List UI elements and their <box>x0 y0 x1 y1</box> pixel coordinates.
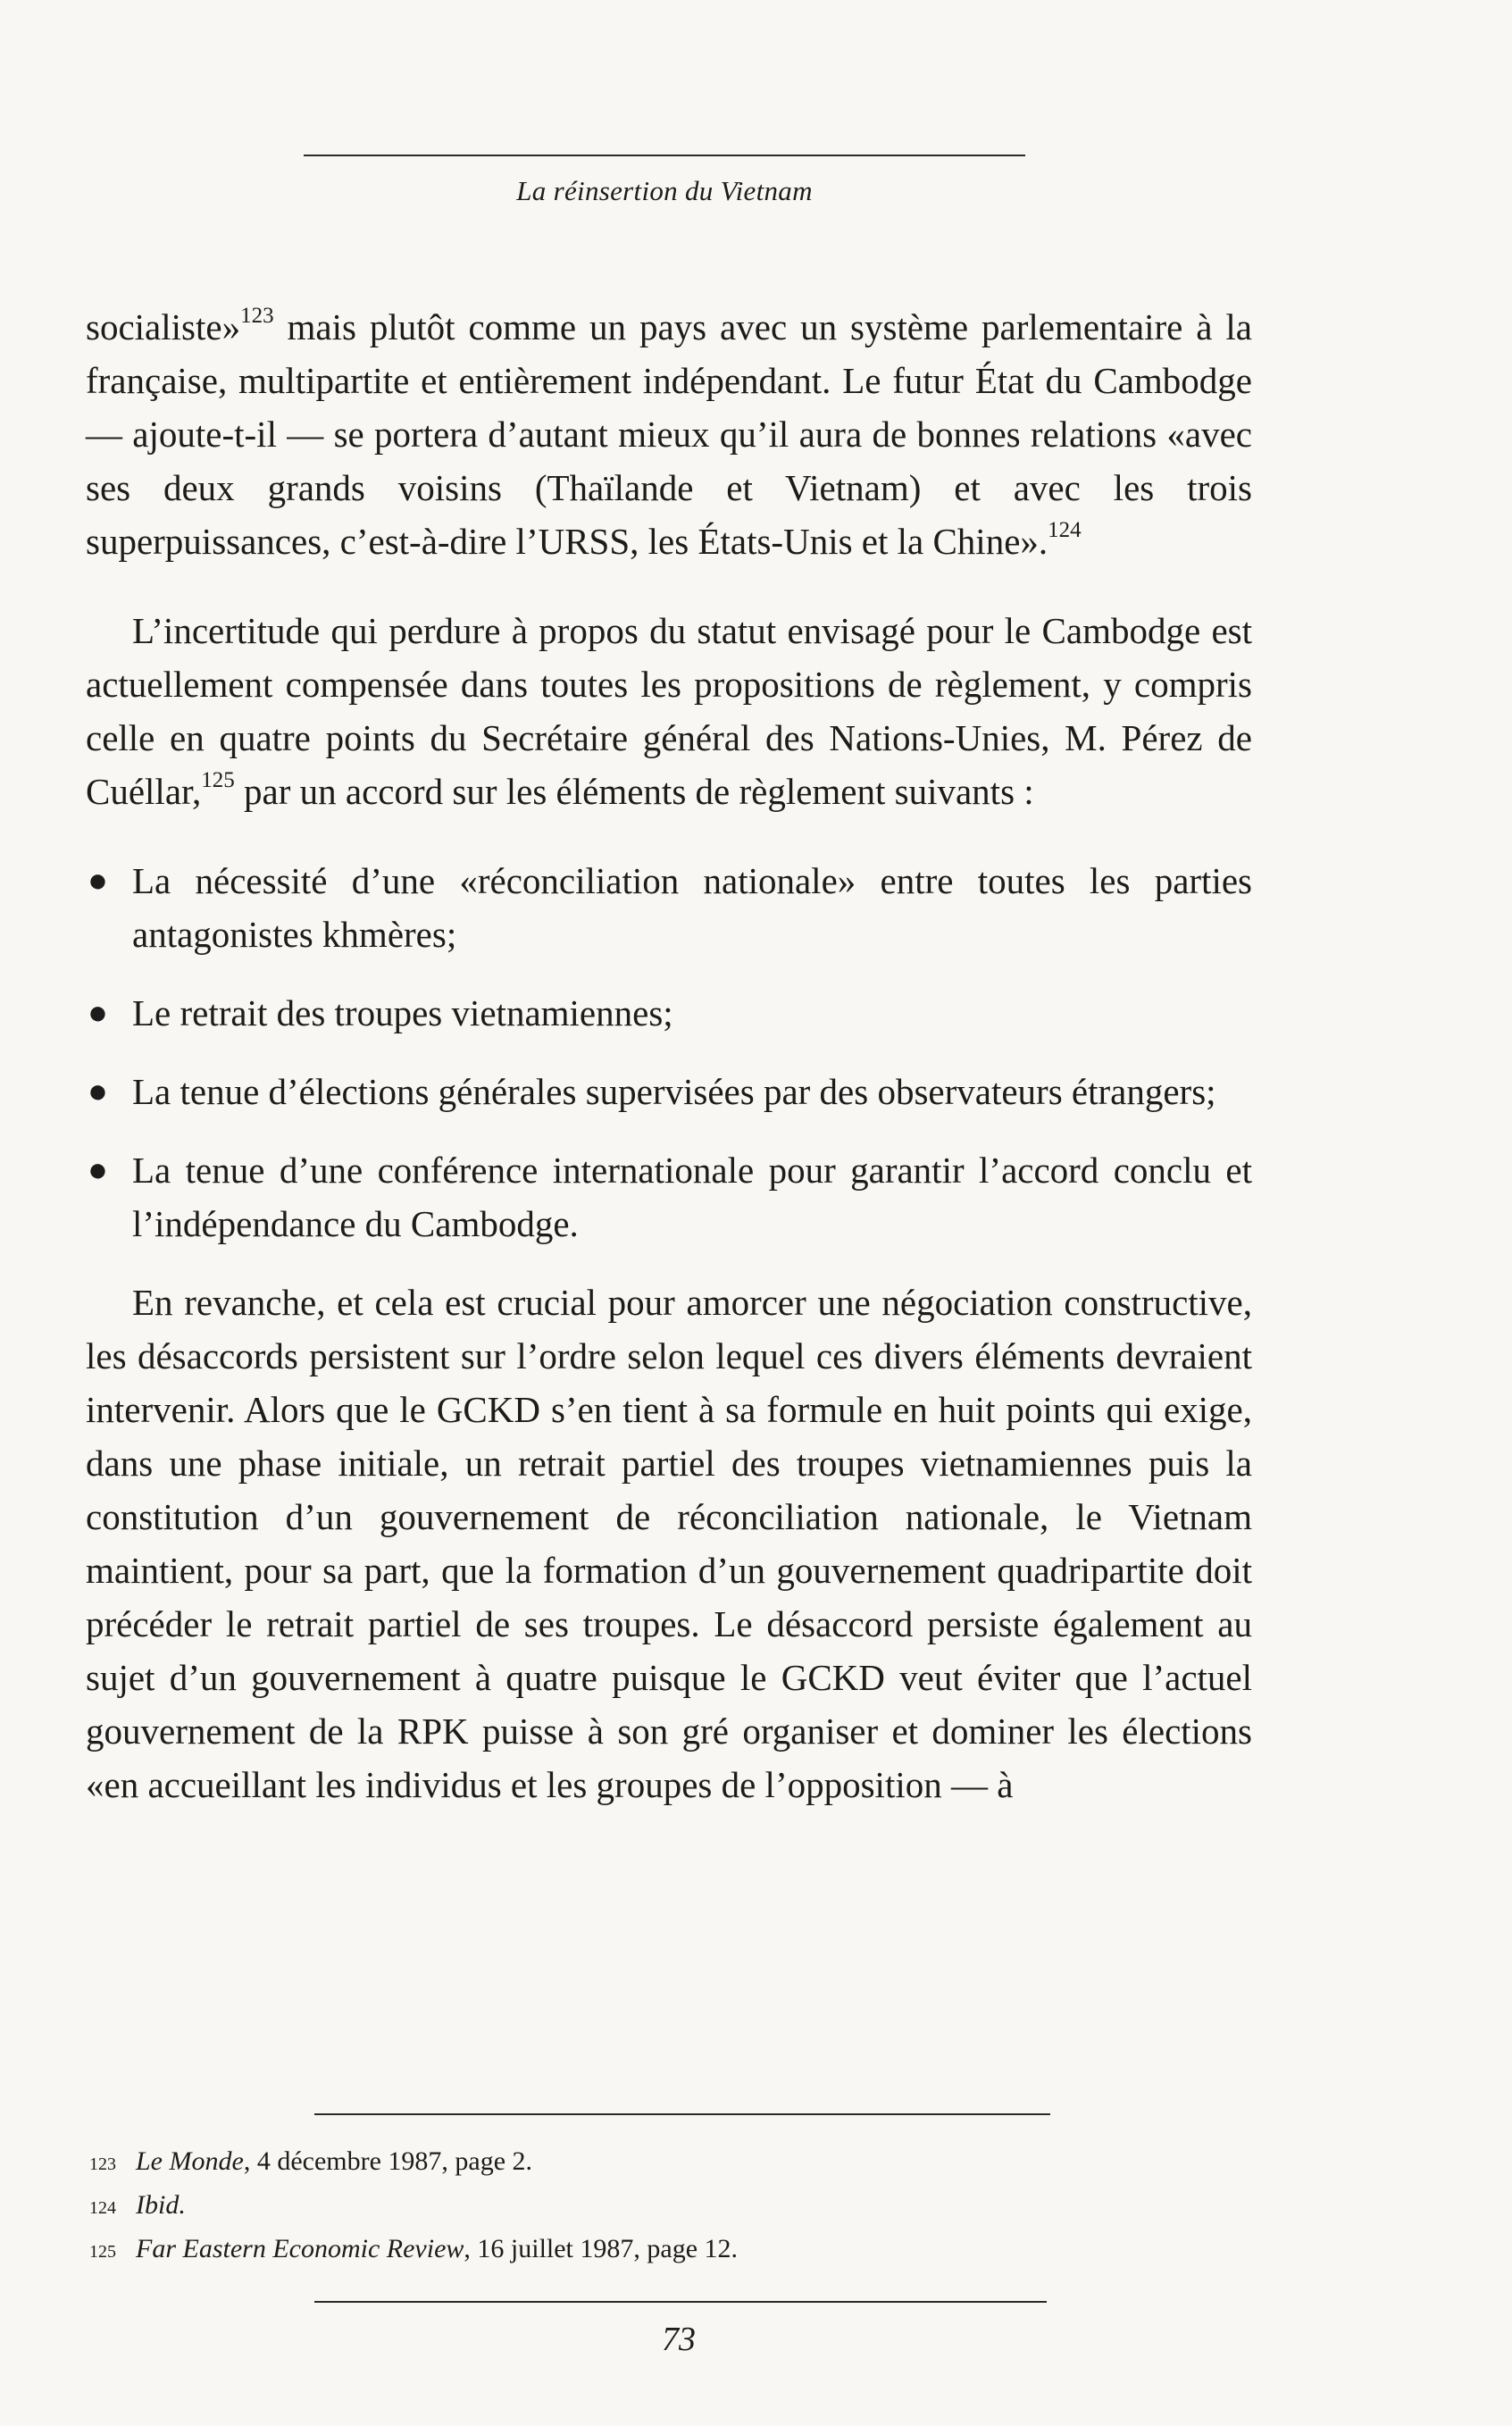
footnote-ref-123: 123 <box>240 304 274 329</box>
list-item-text: La tenue d’élections générales supervisées par des observateurs étrangers; <box>132 1071 1216 1112</box>
list-item-text: La nécessité d’une «réconciliation nationale» entre toutes les parties antagonistes khmères; <box>132 860 1252 955</box>
list-item-text: La tenue d’une conférence internationale pour garantir l’accord conclu et l’indépendance du Cambodge. <box>132 1150 1252 1244</box>
bullet-icon: ● <box>88 994 108 1032</box>
main-text <box>86 300 1252 1811</box>
list-item-text: Le retrait des troupes vietnamiennes; <box>132 992 673 1033</box>
paragraph-1-text: mais plutôt comme un pays avec un système parlementaire à la française, multipartite et entièrement indépendant. Le futur État du Cambodge — ajoute-t-il — se portera d’autant mieux qu’il aura de bonnes relations «avec ses deux grands voisins (Thaïlande et Vietnam) et avec les trois superpuissances, c’est-à-dire l’URSS, les États-Unis et la Chine». <box>86 306 1252 562</box>
footnote-number: 125 <box>89 2242 116 2262</box>
footnote-ref-124: 124 <box>1048 518 1082 543</box>
bullet-list <box>86 854 1252 1251</box>
footnotes <box>89 2141 1250 2272</box>
footnote-source: Le Monde <box>136 2146 244 2176</box>
running-title: La réinsertion du Vietnam <box>516 175 813 206</box>
paragraph-2-end: par un accord sur les éléments de règlement suivants : <box>234 771 1034 812</box>
paragraph-1-start: socialiste» <box>86 306 241 347</box>
list-item <box>86 986 1252 1040</box>
bullet-icon: ● <box>88 1073 108 1110</box>
footnote-124 <box>89 2185 1250 2229</box>
paragraph-3: En revanche, et cela est crucial pour amorcer une négociation constructive, les désaccords persistent sur l’ordre selon lequel ces divers éléments devraient intervenir. Alors que le GCKD s’en tient à sa formule en huit points qui exige, dans une phase initiale, un retrait partiel des troupes vietnamiennes puis la constitution d’un gouvernement de réconciliation nationale, le Vietnam maintient, pour sa part, que la formation d’un gouvernement quadripartite doit précéder le retrait partiel de ses troupes. Le désaccord persiste également au sujet d’un gouvernement à quatre puisque le GCKD veut éviter que l’actuel gouvernement de la RPK puisse à son gré organiser et dominer les élections «en accueillant les individus et les groupes de l’opposition — à <box>86 1282 1252 1805</box>
footnote-source: Ibid. <box>136 2190 186 2220</box>
footnote-number: 123 <box>89 2154 116 2174</box>
bullet-icon: ● <box>88 862 108 899</box>
bullet-icon: ● <box>88 1151 108 1189</box>
list-item <box>86 854 1252 961</box>
footnote-ref-125: 125 <box>201 768 235 793</box>
paragraph-1 <box>86 300 1252 568</box>
header-rule <box>304 155 1025 156</box>
paragraph-2-start: L’incertitude qui perdure à propos du statut envisagé pour le Cambodge est actuellement compensée dans toutes les propositions de règlement, y compris celle en quatre points du Secrétaire général des Nations-Unies, M. Pérez de Cuéllar, <box>86 610 1252 812</box>
footnote-125 <box>89 2229 1250 2272</box>
bottom-rule <box>314 2301 1047 2303</box>
page-number: 73 <box>662 2321 696 2358</box>
footnote-number: 124 <box>89 2198 116 2218</box>
footnote-rule <box>314 2113 1050 2115</box>
footnote-123 <box>89 2141 1250 2185</box>
footnote-detail: , 16 juillet 1987, page 12. <box>464 2234 739 2263</box>
footnote-detail: , 4 décembre 1987, page 2. <box>243 2146 533 2176</box>
footnote-source: Far Eastern Economic Review <box>136 2234 464 2263</box>
list-item <box>86 1143 1252 1251</box>
paragraph-2 <box>86 604 1252 818</box>
list-item <box>86 1065 1252 1118</box>
